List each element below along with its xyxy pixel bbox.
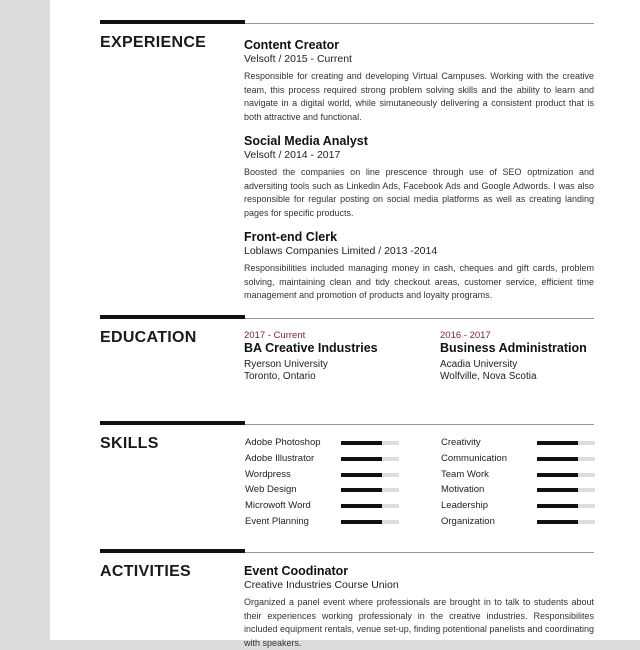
skill-name: Team Work xyxy=(441,468,489,480)
skill-level-bar xyxy=(537,473,595,477)
skill-level-fill xyxy=(341,504,382,508)
skill-name: Wordpress xyxy=(245,468,291,480)
skill-level-bar xyxy=(341,473,399,477)
education-entry xyxy=(440,330,630,383)
divider-thin xyxy=(245,23,594,24)
skill-name: Organization xyxy=(441,515,495,527)
skill-level-fill xyxy=(341,473,382,477)
education-location: Wolfville, Nova Scotia xyxy=(440,371,537,382)
skill-level-bar xyxy=(537,488,595,492)
skill-level-bar xyxy=(537,520,595,524)
skill-row xyxy=(245,516,399,532)
education-school: Ryerson University xyxy=(244,359,328,370)
skill-row xyxy=(441,469,595,485)
education-degree: BA Creative Industries xyxy=(244,341,378,355)
skill-row xyxy=(245,437,399,453)
skill-name: Communication xyxy=(441,452,507,464)
section-title: ACTIVITIES xyxy=(100,563,192,580)
section-title: EXPERIENCE xyxy=(100,34,207,51)
job-company: Velsoft / 2014 - 2017 xyxy=(244,149,341,161)
skills-section xyxy=(100,421,594,536)
skill-row xyxy=(441,516,595,532)
skill-level-bar xyxy=(537,441,595,445)
skill-row xyxy=(245,469,399,485)
job-title: Content Creator xyxy=(244,38,340,52)
divider-thin xyxy=(245,318,594,319)
skill-level-fill xyxy=(537,473,578,477)
activities-section xyxy=(100,549,594,648)
skill-level-bar xyxy=(341,488,399,492)
skills-column-left xyxy=(245,437,399,532)
divider-thick xyxy=(100,20,245,24)
skill-row xyxy=(441,500,595,516)
job-title: Social Media Analyst xyxy=(244,134,368,148)
divider-thick xyxy=(100,549,245,553)
skill-name: Web Design xyxy=(245,484,297,496)
experience-section xyxy=(100,34,594,304)
top-divider xyxy=(100,20,594,26)
activity-title: Event Coodinator xyxy=(244,564,349,578)
job-title: Front-end Clerk xyxy=(244,230,338,244)
skill-row xyxy=(245,500,399,516)
skill-level-bar xyxy=(341,457,399,461)
activity-entry xyxy=(244,564,594,650)
section-title: SKILLS xyxy=(100,435,159,452)
skill-level-bar xyxy=(537,457,595,461)
skill-level-fill xyxy=(537,457,578,461)
education-section xyxy=(100,315,594,395)
skill-name: Adobe Photoshop xyxy=(245,437,321,448)
education-content xyxy=(244,330,594,390)
skill-name: Event Planning xyxy=(245,515,309,527)
skill-level-fill xyxy=(341,488,382,492)
activity-organization: Creative Industries Course Union xyxy=(244,579,399,591)
divider-thick xyxy=(100,315,245,319)
skill-level-fill xyxy=(341,441,382,445)
education-years: 2017 - Current xyxy=(244,330,306,341)
skill-level-bar xyxy=(341,504,399,508)
activity-description: Organized a panel event where professionals are brought in to talk to students about their experiences working professionaly in the creative industries. Responsibilites included equipment rentals, venue set-up, finding potentional panelists and coordinating with speakers. xyxy=(244,597,594,648)
skill-level-fill xyxy=(537,504,578,508)
job-description: Responsibilities included managing money in cash, cheques and gift cards, problem solving, maintaining clean and tidy checkout areas, customer service, efficient time management and promotion of products and loyalty programs. xyxy=(244,263,594,301)
job-company: Loblaws Companies Limited / 2013 -2014 xyxy=(244,245,438,257)
education-entry xyxy=(244,330,434,383)
job-description: Responsible for creating and developing Virtual Campuses. Working with the creative team, this process required strong problem solving skills and the ability to learn and navigate in a digital world, while simutaneously delivering a consistent product that is both attractive and functional. xyxy=(244,71,594,122)
education-school: Acadia University xyxy=(440,359,518,370)
section-title: EDUCATION xyxy=(100,329,197,346)
education-degree: Business Administration xyxy=(440,341,587,355)
skill-name: Creativity xyxy=(441,437,481,448)
skill-level-bar xyxy=(341,520,399,524)
skill-name: Motivation xyxy=(441,484,485,496)
skill-level-fill xyxy=(537,441,578,445)
job-company: Velsoft / 2015 - Current xyxy=(244,53,352,65)
skill-row xyxy=(245,484,399,500)
skill-row xyxy=(441,437,595,453)
skills-content xyxy=(244,437,594,533)
skill-name: Adobe Illustrator xyxy=(245,452,315,464)
skills-column-right xyxy=(441,437,595,532)
skill-row xyxy=(441,453,595,469)
divider-thin xyxy=(245,552,594,553)
skill-name: Leadership xyxy=(441,500,489,512)
education-location: Toronto, Ontario xyxy=(244,371,316,382)
job-entry xyxy=(244,230,594,303)
skill-row xyxy=(245,453,399,469)
job-entry xyxy=(244,38,594,124)
divider-thick xyxy=(100,421,245,425)
skill-level-bar xyxy=(341,441,399,445)
skill-level-fill xyxy=(341,457,382,461)
skill-level-fill xyxy=(537,520,578,524)
skill-level-bar xyxy=(537,504,595,508)
resume-page xyxy=(50,0,640,648)
divider-thin xyxy=(245,424,594,425)
skill-level-fill xyxy=(537,488,578,492)
skill-name: Microwoft Word xyxy=(245,500,311,512)
job-entry xyxy=(244,134,594,220)
skill-row xyxy=(441,484,595,500)
education-years: 2016 - 2017 xyxy=(440,330,491,341)
job-description: Boosted the companies on line prescence through use of SEO optmization and adversiting tools such as Linkedin Ads, Facebook Ads and Google Adwords. I was also responsible for regular posting on social media platforms as well as creating landing pages for specific products. xyxy=(244,167,594,218)
skill-level-fill xyxy=(341,520,382,524)
